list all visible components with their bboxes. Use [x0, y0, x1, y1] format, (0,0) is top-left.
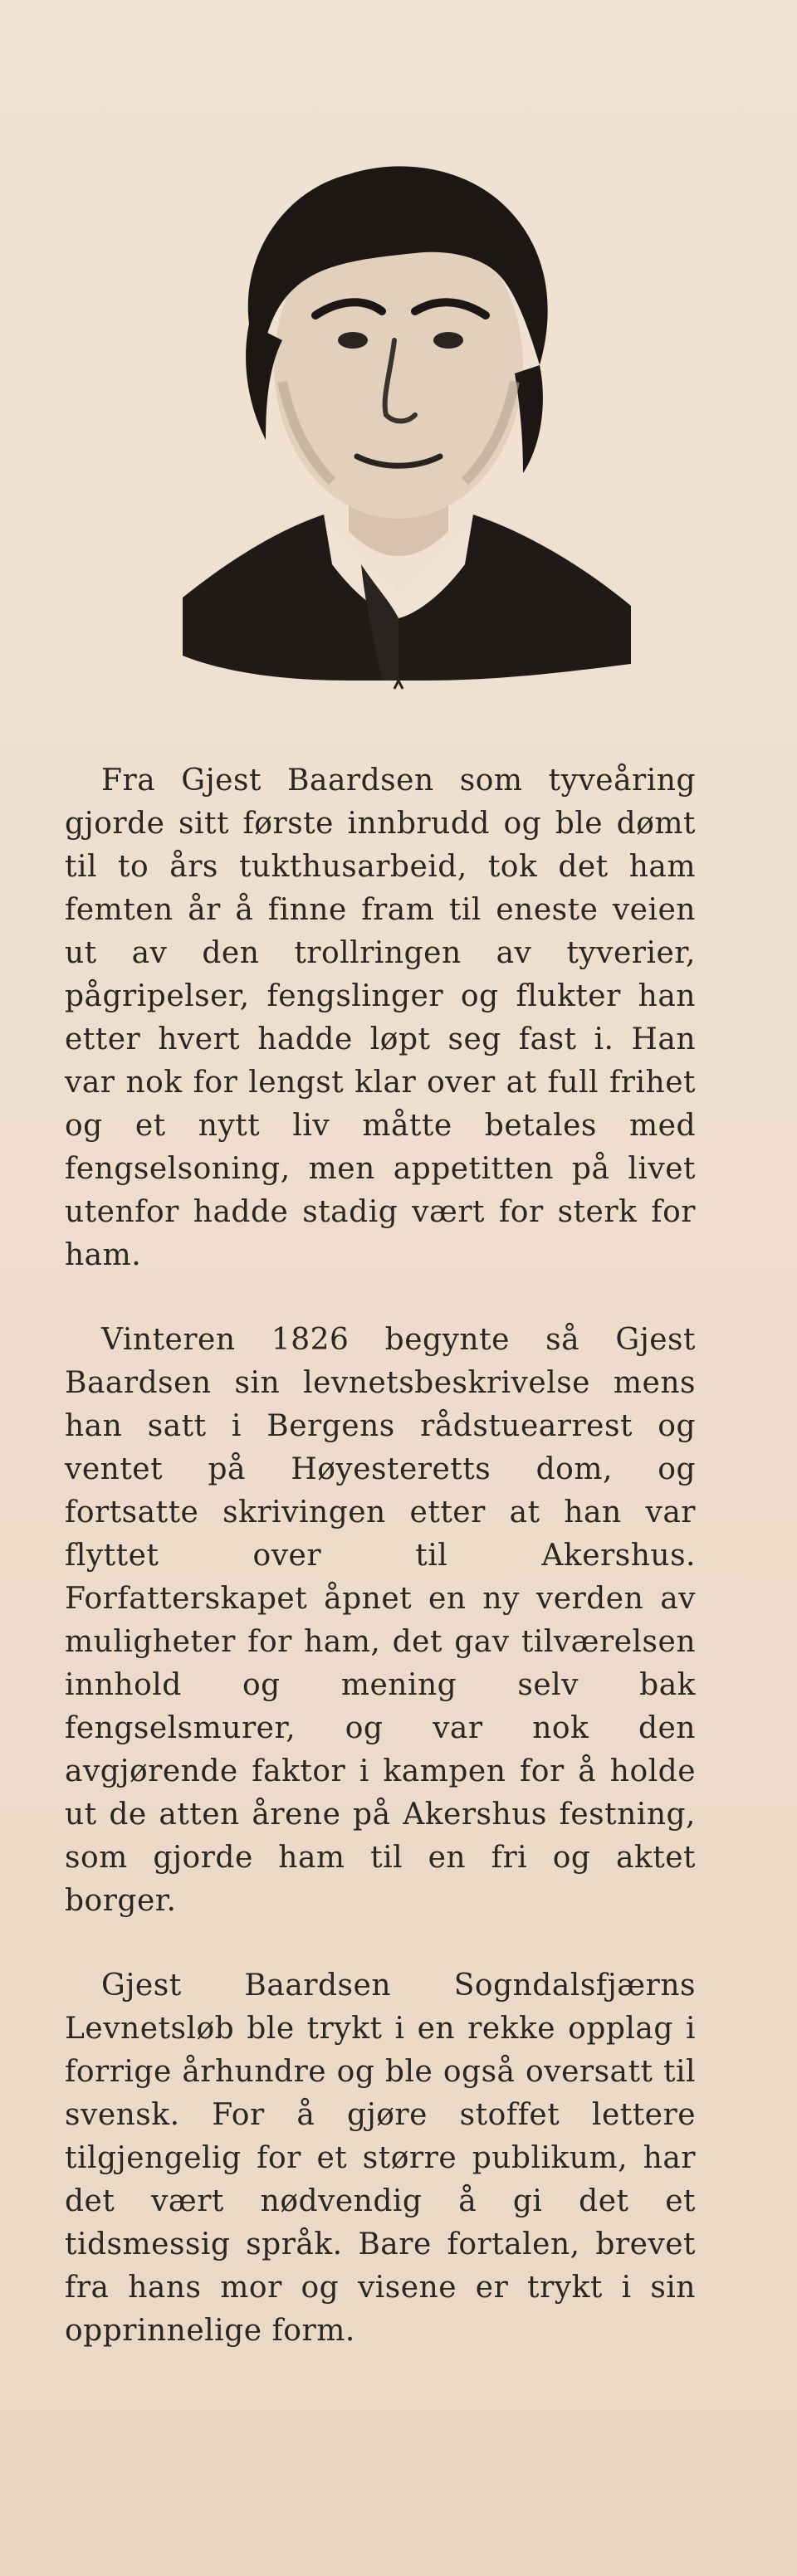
paragraph-2: Vinteren 1826 begynte så Gjest Baardsen sin levnetsbeskrivelse mens han satt i Bergens rådstuearrest og ventet på Høyesteretts dom, og fortsatte skrivingen etter at han var flyttet over til Akershus. Forfatterskapet åpnet en ny verden av muligheter for ham, det gav tilværelsen innhold og mening selv bak fengselsmurer, og var nok den avgjørende faktor i kampen for å holde ut de atten årene på Akershus festning, som gjorde ham til en fri og aktet borger.: [65, 1323, 696, 1918]
paragraph-1: Fra Gjest Baardsen som tyveåring gjorde sitt første innbrudd og ble dømt til to års tukthusarbeid, tok det ham femten år å finne fram til eneste veien ut av den trollringen av tyverier, pågripelser, fengslinger og flukter han etter hvert hadde løpt seg fast i. Han var nok for lengst klar over at full frihet og et nytt liv måtte betales med fengselsoning, men appetitten på livet utenfor hadde stadig vært for sterk for ham.: [65, 764, 696, 1272]
portrait-image: [149, 100, 648, 697]
portrait-icon: [149, 100, 648, 697]
description-text: [65, 759, 696, 2394]
paragraph-3: Gjest Baardsen Sogndalsfjærns Levnetsløb ble trykt i en rekke opplag i forrige århundre og ble også oversatt til svensk. For å gjøre stoffet lettere tilgjengelig for et større publikum, har det vært nødvendig å gi det et tidsmessig språk. Bare fortalen, brevet fra hans mor og visene er trykt i sin opprinnelige form.: [65, 1969, 696, 2348]
